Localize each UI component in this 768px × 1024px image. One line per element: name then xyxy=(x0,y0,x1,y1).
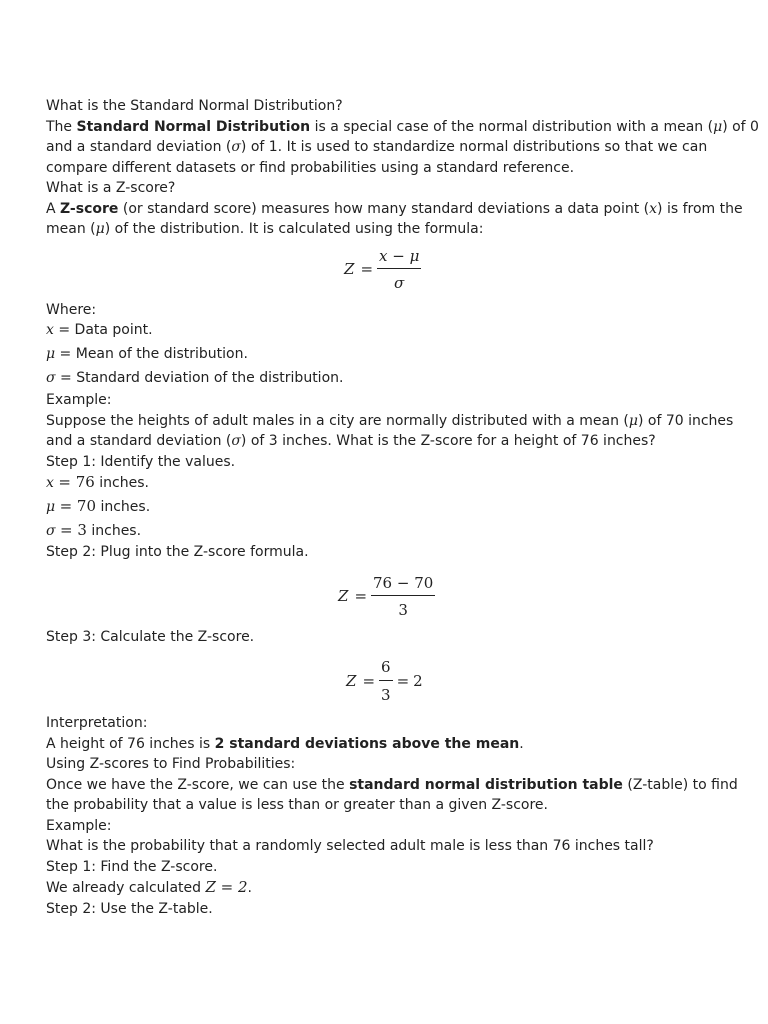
definition-line: σ = Standard deviation of the distribution. xyxy=(46,370,344,386)
paragraph-line: the probability that a value is less than or greater than a given Z-score. xyxy=(46,797,548,813)
interpretation-heading: Interpretation: xyxy=(46,715,148,731)
sigma-symbol: σ xyxy=(231,139,241,155)
paragraph-line: Once we have the Z-score, we can use the standard normal distribution table (Z-table) to find xyxy=(46,776,738,793)
step-label: Step 2: Plug into the Z-score formula. xyxy=(46,544,309,560)
bold-term: Standard Normal Distribution xyxy=(76,118,311,135)
paragraph-line: The Standard Normal Distribution is a special case of the normal distribution with a mean (μ) of 0 xyxy=(46,118,759,135)
value-line: σ = 3 inches. xyxy=(46,521,142,539)
x-symbol: x xyxy=(649,200,658,217)
step-label: Step 1: Find the Z-score. xyxy=(46,858,218,875)
paragraph-line: A Z-score (or standard score) measures how many standard deviations a data point (x) is from the xyxy=(46,200,743,217)
bold-term: standard normal distribution table xyxy=(349,776,623,793)
value-line: x = 76 inches. xyxy=(46,473,149,491)
bold-term: 2 standard deviations above the mean xyxy=(214,735,520,752)
mu-symbol: μ xyxy=(713,118,723,135)
step-label: Step 3: Calculate the Z-score. xyxy=(46,628,255,645)
value-line: μ = 70 inches. xyxy=(46,497,151,515)
substituted-formula: Z = $\frac{76 - 70}{3}$ xyxy=(338,573,434,619)
example-heading: Example: xyxy=(46,817,112,834)
document-body xyxy=(46,96,759,919)
paragraph-line: compare different datasets or find probabilities using a standard reference. xyxy=(46,159,575,176)
paragraph-line: Suppose the heights of adult males in a city are normally distributed with a mean (μ) of 70 inches xyxy=(46,412,734,429)
definition-line: x = Data point. xyxy=(46,322,153,338)
result-formula: Z = $\frac{6}{3}$ = 2 xyxy=(346,658,423,704)
step-label: Step 1: Identify the values. xyxy=(46,453,236,470)
where-heading: Where: xyxy=(46,301,97,318)
paragraph-line: and a standard deviation (σ) of 3 inches. What is the Z-score for a height of 76 inches? xyxy=(46,433,656,449)
section-heading-standard-normal: What is the Standard Normal Distribution? xyxy=(46,98,343,114)
definition-line: μ = Mean of the distribution. xyxy=(46,346,248,362)
paragraph-line: A height of 76 inches is 2 standard deviations above the mean. xyxy=(46,735,524,752)
mu-symbol: μ xyxy=(95,221,105,237)
paragraph-line: What is the probability that a randomly selected adult male is less than 76 inches tall? xyxy=(46,838,654,854)
zscore-formula: Z = $\frac{x - \mu}{\sigma}$ xyxy=(344,246,420,292)
step-label: Step 2: Use the Z-table. xyxy=(46,900,213,917)
paragraph-line: and a standard deviation (σ) of 1. It is used to standardize normal distributions so that we can xyxy=(46,139,708,155)
example-heading: Example: xyxy=(46,392,112,408)
section-heading-zscore: What is a Z-score? xyxy=(46,180,176,196)
bold-term: Z-score xyxy=(60,200,119,217)
section-heading-probabilities: Using Z-scores to Find Probabilities: xyxy=(46,756,296,772)
paragraph-line: mean (μ) of the distribution. It is calculated using the formula: xyxy=(46,221,484,237)
paragraph-line: We already calculated Z = 2. xyxy=(46,878,252,896)
